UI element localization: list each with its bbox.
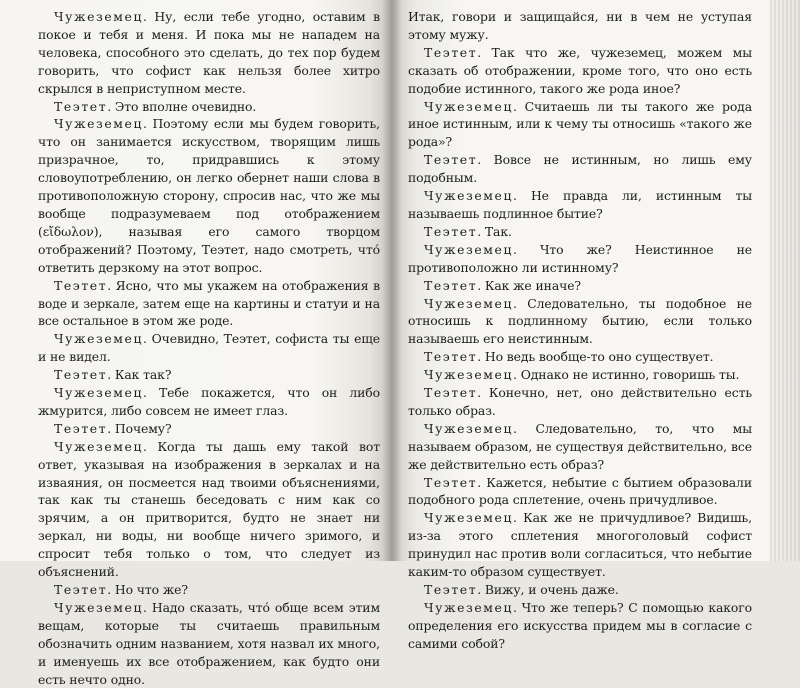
speaker-name: Теэтет [424,474,478,490]
paragraph: Чужеземец. Когда ты дашь ему такой вот ответ, указывая на изображения в зеркалах и на изваяния, он посмеется над твоими объяснениями, так как ты станешь беседовать с ним как со зрячим, а он притворится, будто не знает ни зеркал, ни воды, ни вообще ничего зримого, и спросит тебя только о том, что следует из объяснений. [38,438,380,580]
speech-text: Вижу, и очень даже. [484,582,619,597]
speech-text: Вовсе не истинным, но лишь ему подобным. [408,152,752,186]
speaker-name: Теэтет [424,582,478,597]
speech-text: Тебе покажется, что он либо жмурится, либо совсем не имеет глаз. [38,385,380,418]
speaker-name: Чужеземец [424,420,514,436]
speech-text: Так что же, чужеземец, можем мы сказать об отображении, кроме того, что оно есть подобие истинного, такого же рода иное? [408,44,752,96]
speaker-name: Теэтет [424,223,478,239]
speaker-name: Чужеземец [54,385,144,401]
paragraph: Чужеземец. Не правда ли, истинным ты называешь подлинное бытие? [408,188,752,221]
speaker-name: Чужеземец [424,188,514,204]
speech-text: Что же? Неистинное не противоположно ли истинному? [408,241,752,275]
paragraph: Чужеземец. Надо сказать, что́ обще всем этим вещам, которые ты считаешь правильным обозначить одним названием, хотя назвал их много, и именуешь их все отображением, как будто они есть нечто одно. [38,599,380,687]
paragraph: Теэтет. Но ведь вообще-то оно существует. [424,349,714,365]
paragraph: Теэтет. Это вполне очевидно. [54,98,257,114]
speaker-name: Теэтет [54,98,108,114]
paragraph: Чужеземец. Следовательно, то, что мы называем образом, не существуя действительно, все же действительно есть образ? [408,420,752,472]
speaker-name: Теэтет [54,277,108,293]
paragraph: Теэтет. Кажется, небытие с бытием образовали подобного рода сплетение, очень причудливое. [408,474,752,508]
speaker-name: Чужеземец [424,599,514,615]
paragraph: Теэтет. Конечно, нет, оно действительно есть только образ. [408,385,752,418]
paragraph: Чужеземец. Считаешь ли ты такого же рода иное истинным, или к чему ты относишь «такого же рода»? [408,98,752,150]
paragraph: Чужеземец. Как же не причудливое? Видишь, из-за этого сплетения многоголовый софист принудил нас против воли согласиться, что небытие каким-то образом существует. [408,510,752,580]
speech-text: Очевидно, Теэтет, софиста ты еще и не видел. [38,331,380,365]
paragraph: Теэтет. Как так? [54,367,172,383]
paragraph: Чужеземец. Что же теперь? С помощью какого определения его искусства придем мы в согласие с самими собой? [408,599,753,651]
speaker-name: Теэтет [424,385,478,401]
speaker-name: Теэтет [424,44,478,60]
speech-text: Это вполне очевидно. [114,98,257,114]
speech-text: Почему? [114,420,172,436]
speech-text: Надо сказать, что́ обще всем этим вещам, которые ты считаешь правильным обозначить одним названием, хотя назвал их много, и именуешь их все отображением, как будто они есть нечто одно. [38,599,380,687]
speaker-name: Чужеземец [54,438,144,454]
speaker-name: Чужеземец [424,241,514,257]
speech-text: Следовательно, ты подобное не относишь к подлинному бытию, если только называешь его неистинным. [408,295,752,347]
speaker-name: Чужеземец [54,9,144,24]
paragraph: Чужеземец. Что же? Неистинное не противоположно ли истинному? [408,241,752,275]
speaker-name: Чужеземец [54,599,144,615]
speaker-name: Чужеземец [54,331,144,347]
paragraph: Чужеземец. Очевидно, Теэтет, софиста ты еще и не видел. [38,331,380,365]
speaker-name: Чужеземец [424,510,514,526]
speech-text: Как так? [114,367,172,383]
paragraph: Теэтет. Вижу, и очень даже. [424,582,619,597]
paragraph: Теэтет. Так что же, чужеземец, можем мы сказать об отображении, кроме того, что оно есть подобие истинного, такого же рода иное? [408,44,752,96]
paragraph: Чужеземец. Однако не истинно, говоришь ты. [424,367,740,383]
paragraph: Чужеземец. Поэтому если мы будем говорить, что он занимается искусством, творящим лишь призрачное, то, придравшись к этому словоупотреблению, он легко обернет наши слова в противоположную сторону, спросив нас, что же мы вообще подразумеваем под отображением (εἴδωλον), называя его самого творцом отображений? Поэтому, Теэтет, надо смотреть, что́ ответить дерзкому на этот вопрос. [38,116,380,275]
speech-text: Итак, говори и защищайся, ни в чем не уступая этому мужу. [408,9,752,42]
speaker-name: Чужеземец [424,98,514,114]
speech-text: Следовательно, то, что мы называем образом, не существуя действительно, все же действительно есть образ? [408,420,752,472]
paragraph: Теэтет. Почему? [54,420,172,436]
right-page [392,0,800,651]
speech-text: Не правда ли, истинным ты называешь подлинное бытие? [408,188,752,221]
paragraph: Чужеземец. Следовательно, ты подобное не относишь к подлинному бытию, если только называешь его неистинным. [408,295,752,347]
paragraph: Чужеземец. Тебе покажется, что он либо жмурится, либо совсем не имеет глаз. [38,385,380,418]
speaker-name: Чужеземец [424,295,514,311]
speech-text: Ясно, что мы укажем на отображения в воде и зеркале, затем еще на картины и статуи и на все остальное в этом же роде. [38,277,381,329]
speaker-name: Теэтет [424,152,478,168]
speech-text: Но что же? [114,582,188,597]
speech-text: Так. [484,223,512,239]
speech-text: Но ведь вообще-то оно существует. [484,349,714,365]
speech-text: Когда ты дашь ему такой вот ответ, указывая на изображения в зеркалах и на изваяния, он посмеется над твоими объяснениями, так как ты станешь беседовать с ним как со зрячим, а он притворится, будто не знает ни зеркал, ни воды, ни вообще ничего зримого, и спросит тебя только о том, что следует из объяснений. [38,438,380,580]
speaker-name: Теэтет [54,582,108,597]
paragraph: Чужеземец. Ну, если тебе угодно, оставим в покое и тебя и меня. И пока мы не нападем на человека, способного это сделать, до тех пор будем говорить, что софист как нельзя более хитро скрылся в неприступном месте. [38,9,380,96]
speaker-name: Чужеземец [54,116,144,132]
paragraph: Теэтет. Так. [424,223,512,239]
speech-text: Ну, если тебе угодно, оставим в покое и тебя и меня. И пока мы не нападем на человека, способного это сделать, до тех пор будем говорить, что софист как нельзя более хитро скрылся в неприступном месте. [38,9,380,96]
speaker-name: Чужеземец [424,367,514,383]
speech-text: Конечно, нет, оно действительно есть только образ. [408,385,752,418]
speech-text: Как же иначе? [484,277,581,293]
speaker-name: Теэтет [54,420,108,436]
speaker-name: Теэтет [424,277,478,293]
speech-text: Что же теперь? С помощью какого определения его искусства придем мы в согласие с самими собой? [408,599,753,651]
speech-text: Как же не причудливое? Видишь, из-за этого сплетения многоголовый софист принудил нас против воли согласиться, что небытие каким-то образом существует. [408,510,752,580]
speech-text: Считаешь ли ты такого же рода иное истинным, или к чему ты относишь «такого же рода»? [408,98,752,150]
speech-text: Кажется, небытие с бытием образовали подобного рода сплетение, очень причудливое. [408,474,752,508]
paragraph: Теэтет. Но что же? [54,582,188,597]
speaker-name: Теэтет [424,349,478,365]
speaker-name: Теэтет [54,367,108,383]
speech-text: Поэтому если мы будем говорить, что он занимается искусством, творящим лишь призрачное, то, придравшись к этому словоупотреблению, он легко обернет наши слова в противоположную сторону, спросив нас, что же мы вообще подразумеваем под отображением (εἴδωλον), называя его самого творцом отображений? Поэтому, Теэтет, надо смотреть, что́ ответить дерзкому на этот вопрос. [38,116,380,275]
paragraph: Теэтет. Ясно, что мы укажем на отображения в воде и зеркале, затем еще на картины и статуи и на все остальное в этом же роде. [38,277,381,329]
left-page [0,0,392,687]
speech-text: Однако не истинно, говоришь ты. [520,367,740,383]
paragraph-continuation [408,8,752,44]
paragraph: Теэтет. Как же иначе? [424,277,581,293]
paragraph: Теэтет. Вовсе не истинным, но лишь ему подобным. [408,152,752,186]
